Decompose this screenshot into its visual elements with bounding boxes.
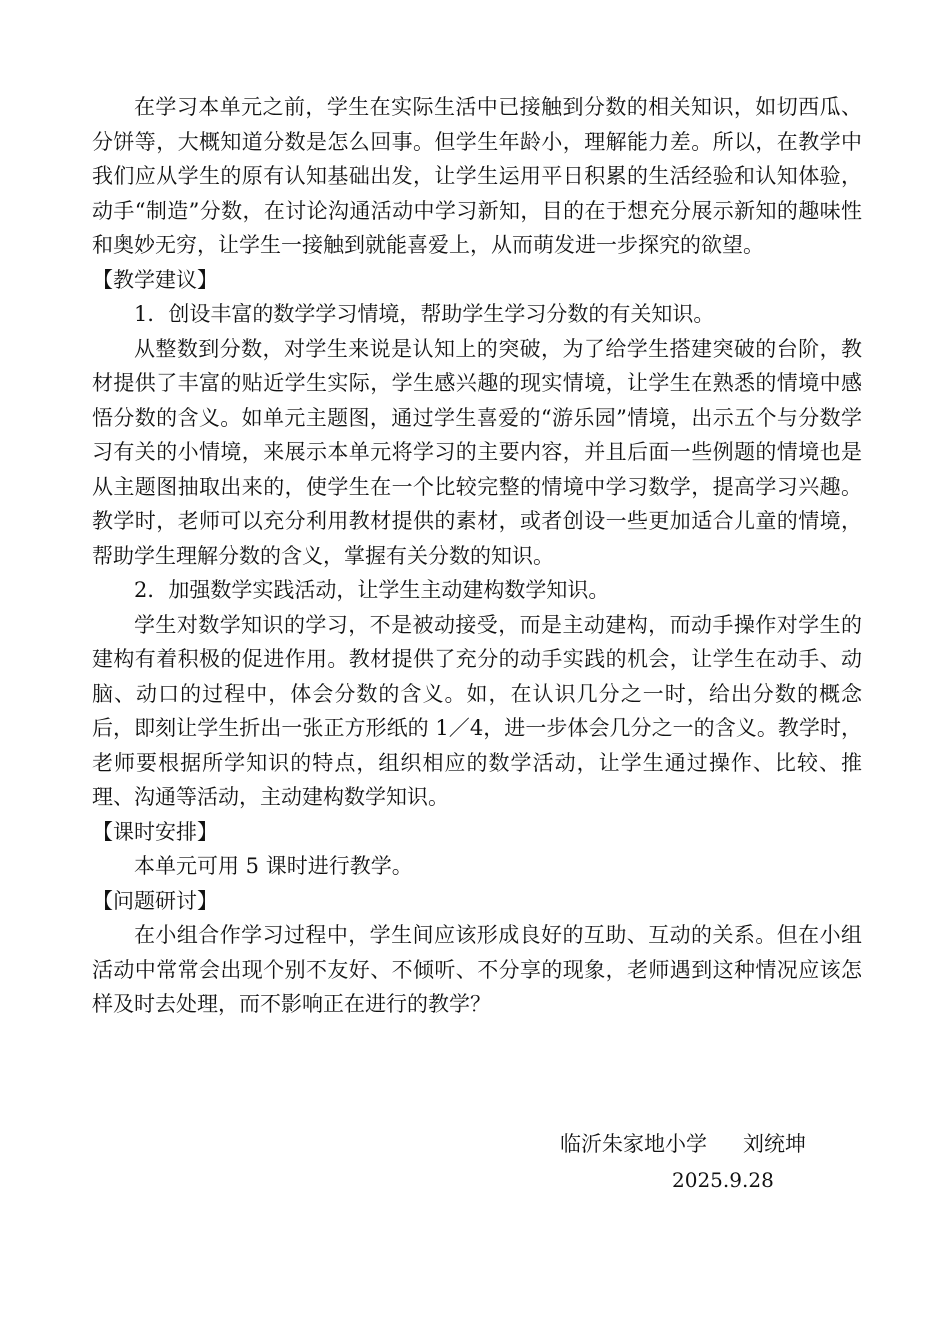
suggestion-2-body: 学生对数学知识的学习，不是被动接受，而是主动建构，而动手操作对学生的建构有着积极的促进作用。教材提供了充分的动手实践的机会，让学生在动手、动脑、动口的过程中，体会分数的含义。如，在认识几分之一时，给出分数的概念后，即刻让学生折出一张正方形纸的 1／4，进一步体会几分之一的含义。教学时，老师要根据所学知识的特点，组织相应的数学活动，让学生通过操作、比较、推理、沟通等活动，主动建构数学知识。 <box>92 612 862 809</box>
document-body <box>92 90 862 1022</box>
suggestion-2-title: 2．加强数学实践活动，让学生主动建构数学知识。 <box>134 578 610 602</box>
schedule-body: 本单元可用 5 课时进行教学。 <box>134 854 413 878</box>
heading-teaching-suggestions: 【教学建议】 <box>92 267 218 292</box>
suggestion-1-title: 1．创设丰富的数学学习情境，帮助学生学习分数的有关知识。 <box>134 302 715 326</box>
author-name: 刘统坤 <box>743 1132 806 1156</box>
intro-paragraph: 在学习本单元之前，学生在实际生活中已接触到分数的相关知识，如切西瓜、分饼等，大概知道分数是怎么回事。但学生年龄小，理解能力差。所以，在教学中我们应从学生的原有认知基础出发，让学生运用平日积累的生活经验和认知体验，动手“制造”分数，在讨论沟通活动中学习新知，目的在于想充分展示新知的趣味性和奥妙无穷，让学生一接触到就能喜爱上，从而萌发进一步探究的欲望。 <box>92 95 862 257</box>
school-name: 临沂朱家地小学 <box>560 1132 707 1156</box>
heading-discussion: 【问题研讨】 <box>92 888 218 913</box>
signature-line <box>560 1128 806 1158</box>
suggestion-1-body: 从整数到分数，对学生来说是认知上的突破，为了给学生搭建突破的台阶，教材提供了丰富的贴近学生实际，学生感兴趣的现实情境，让学生在熟悉的情境中感悟分数的含义。如单元主题图，通过学生喜爱的“游乐园”情境，出示五个与分数学习有关的小情境，来展示本单元将学习的主要内容，并且后面一些例题的情境也是从主题图抽取出来的，使学生在一个比较完整的情境中学习数学，提高学习兴趣。教学时，老师可以充分利用教材提供的素材，或者创设一些更加适合儿童的情境，帮助学生理解分数的含义，掌握有关分数的知识。 <box>92 336 862 568</box>
discussion-body: 在小组合作学习过程中，学生间应该形成良好的互助、互动的关系。但在小组活动中常常会出现个别不友好、不倾听、不分享的现象，老师遇到这种情况应该怎样及时去处理，而不影响正在进行的教学？ <box>92 923 862 1016</box>
signature-date: 2025.9.28 <box>672 1168 774 1192</box>
heading-schedule: 【课时安排】 <box>92 819 218 844</box>
